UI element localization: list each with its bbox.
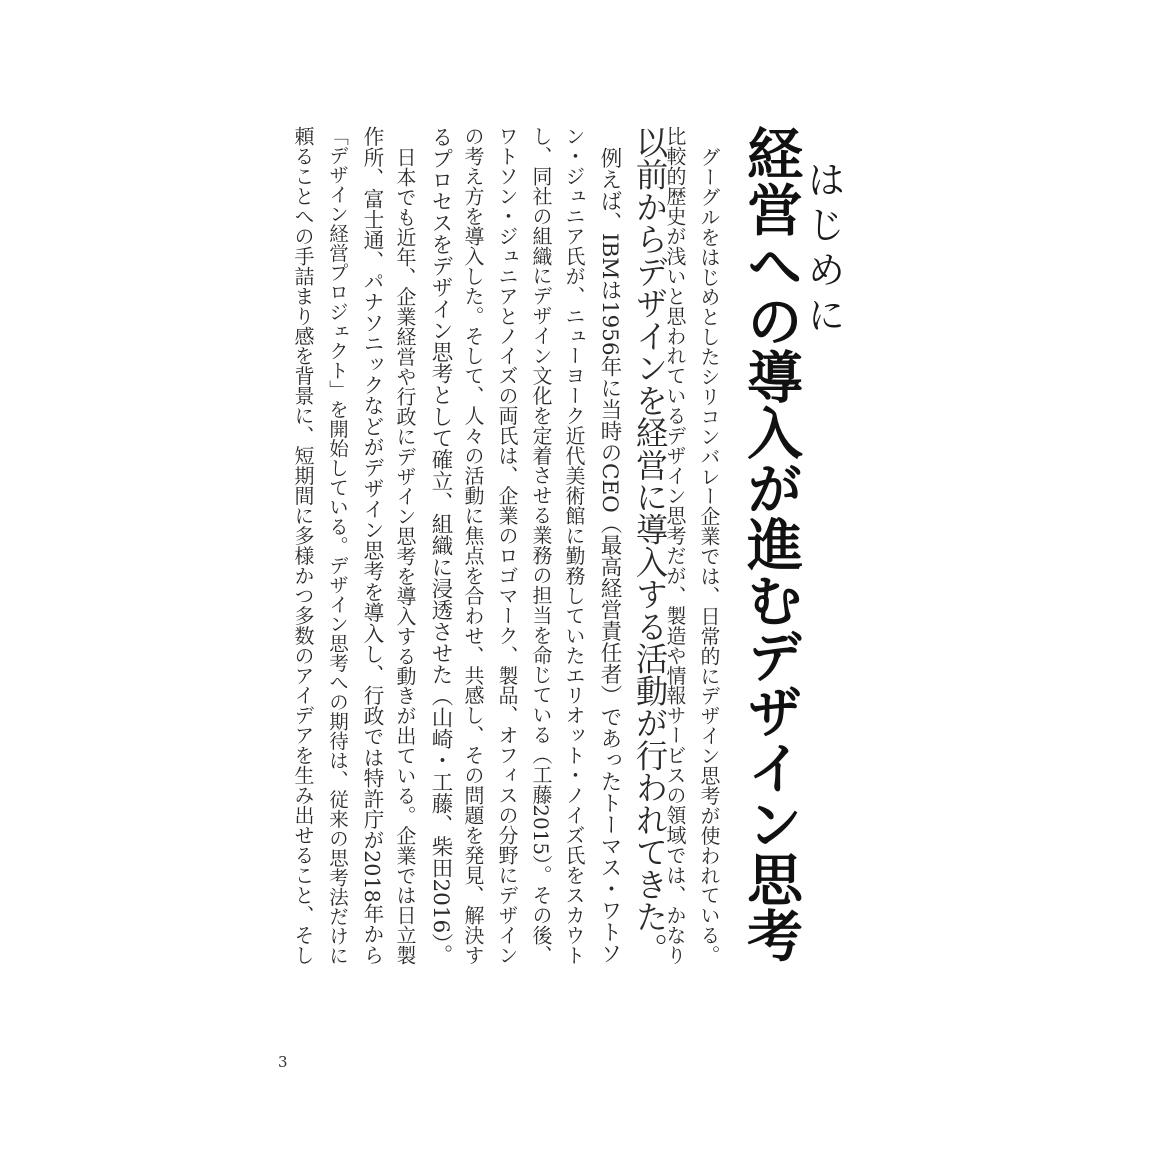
body-line: 頼ることへの手詰まり感を背景に、短期間に多様かつ多数のアイデアを生み出せること、そし bbox=[291, 126, 315, 965]
chapter-title: はじめに bbox=[801, 160, 845, 340]
body-line: 日本でも近年、企業経営や行政にデザイン思考を導入する動きが出ている。企業では日立製 bbox=[393, 147, 417, 965]
body-line: 作所、富士通、パナソニックなどがデザイン思考を導入し、行政では特許庁が2018年から bbox=[360, 126, 384, 965]
body-line: 例えば、IBMは1956年に当時のCEO（最高経営責任者）であったトーマス・ワトソ bbox=[597, 147, 622, 965]
body-line: グーグルをはじめとしたシリコンバレー企業では、日常的にデザイン思考が使われている。 bbox=[697, 147, 721, 965]
body-line: 以前からデザインを経営に導入する活動が行われてきた。 bbox=[631, 126, 669, 965]
page-number: 3 bbox=[278, 1053, 288, 1071]
body-line: ワトソン・ジュニアとノイズの両氏は、企業のロゴマーク、製品、オフィスの分野にデザイン bbox=[495, 126, 519, 965]
body-line: 比較的歴史が浅いと思われているデザイン思考だが、製造や情報サービスの領域では、かなり bbox=[663, 126, 687, 965]
body-line: の考え方を導入した。そして、人々の活動に焦点を合わせ、共感し、その問題を発見、解決す bbox=[461, 126, 485, 965]
body-line: 「デザイン経営プロジェクト」を開始している。デザイン思考への期待は、従来の思考法だけに bbox=[326, 126, 349, 965]
body-line: ン・ジュニア氏が、ニューヨーク近代美術館に勤務していたエリオット・ノイズ氏をスカウト bbox=[562, 126, 586, 965]
body-line: し、同社の組織にデザイン文化を定着させる業務の担当を命じている（工藤2015）。その後、 bbox=[529, 126, 553, 965]
section-heading: 経営への導入が進むデザイン思考 bbox=[737, 125, 802, 963]
body-line: るプロセスをデザイン思考として確立、組織に浸透させた（山崎・工藤、柴田2016）。 bbox=[428, 126, 453, 966]
